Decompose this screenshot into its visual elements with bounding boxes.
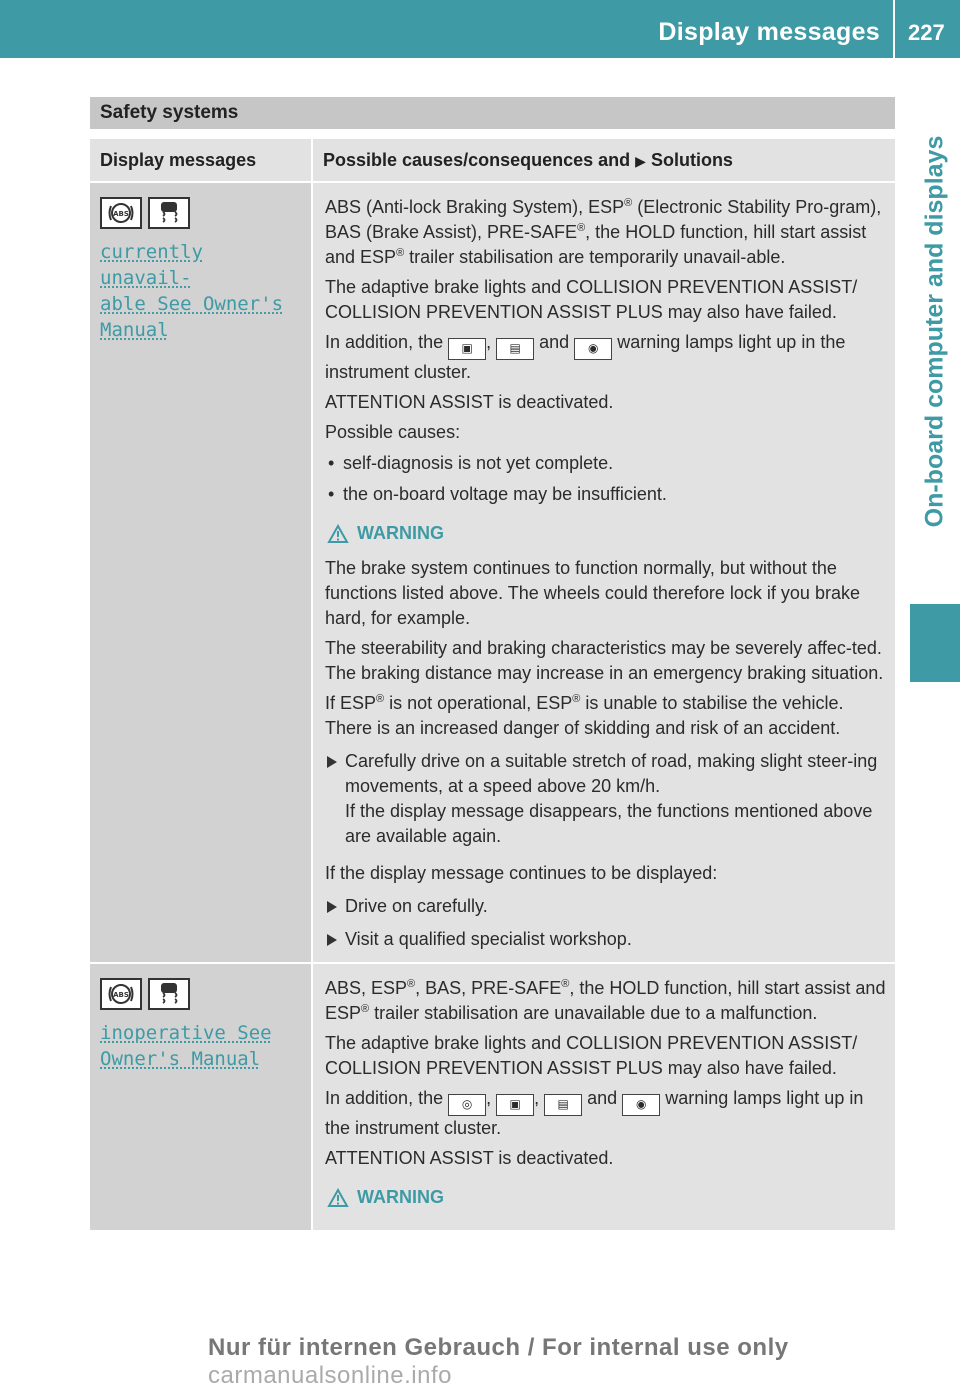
esp-skid-icon: ▣ xyxy=(496,1094,534,1116)
warning-heading xyxy=(325,1185,887,1210)
text: trailer stabilisation are unavailable due to a malfunction. xyxy=(369,1003,818,1023)
solutions-arrow-icon: ▶ xyxy=(635,153,646,169)
causes-solutions-cell xyxy=(311,183,895,962)
paragraph: The brake system continues to function normally, but without the functions listed above. The wheels could therefore lock if you brake hard, for example. xyxy=(325,558,860,628)
display-message-text: inoperative See xyxy=(100,1022,272,1044)
abs-warning-icon xyxy=(100,197,142,229)
paragraph: In addition, the ▣ , ▤ and ◉ warning lamps light up in the instrument cluster. xyxy=(325,332,846,382)
text: warning lamps light up in the instrument cluster. xyxy=(325,1088,864,1138)
text: is unable to stabilise the vehicle. There is an increased danger of skidding and risk of an accident. xyxy=(325,693,844,738)
registered-mark: ® xyxy=(561,978,570,990)
abs-warning-icon: ◉ xyxy=(574,338,612,360)
text: and xyxy=(587,1088,618,1108)
esp-skid-icon xyxy=(148,197,190,229)
esp-skid-icon xyxy=(148,978,190,1010)
paragraph: The steerability and braking characteristics may be severely affec‐ted. The braking distance may increase in an emergency braking situation. xyxy=(325,638,884,683)
paragraph: ATTENTION ASSIST is deactivated. xyxy=(325,392,614,412)
registered-mark: ® xyxy=(572,693,581,705)
text: In addition, the xyxy=(325,332,444,352)
registered-mark: ® xyxy=(376,693,385,705)
registered-mark: ® xyxy=(361,1003,370,1015)
display-message-text: Owner's Manual xyxy=(100,1048,261,1070)
registered-mark: ® xyxy=(624,197,633,209)
text: , BAS, PRE-SAFE xyxy=(415,978,562,998)
display-message-cell xyxy=(90,183,311,962)
text: is not operational, ESP xyxy=(384,693,573,713)
step-arrow-icon xyxy=(327,756,337,768)
page-header xyxy=(0,0,960,58)
paragraph: The adaptive brake lights and COLLISION PREVENTION ASSIST/ COLLISION PREVENTION ASSIST PLUS may also have failed. xyxy=(325,277,858,322)
text: ABS, ESP xyxy=(325,978,408,998)
paragraph: In addition, the ◎ , ▣ , ▤ and ◉ warning lamps light up in the instrument cluster. xyxy=(325,1088,864,1138)
paragraph xyxy=(325,691,887,741)
warning-label: WARNING xyxy=(357,523,444,543)
causes-solutions-cell xyxy=(311,964,895,1230)
warning-triangle-icon xyxy=(327,524,349,544)
section-title: Safety systems xyxy=(90,97,895,129)
footer-text: Nur für internen Gebrauch / For internal use only xyxy=(208,1334,789,1361)
paragraph xyxy=(325,195,887,270)
step-arrow-icon xyxy=(327,901,337,913)
text: Drive on carefully. xyxy=(345,896,488,916)
watermark: carmanualsonline.info xyxy=(208,1362,452,1389)
step-arrow-icon xyxy=(327,934,337,946)
text: , the HOLD function, hill start assist and ESP xyxy=(325,222,867,267)
column-header-causes-label: Possible causes/consequences and xyxy=(323,150,631,170)
text: (Electronic Stability Pro‐gram), BAS (Brake Assist), PRE-SAFE xyxy=(325,197,882,242)
column-header-messages: Display messages xyxy=(100,150,257,170)
text: , the HOLD function, hill start assist and ESP xyxy=(325,978,886,1023)
instruction-step xyxy=(325,894,887,919)
registered-mark: ® xyxy=(396,247,405,259)
display-message-text: currently unavail‐ xyxy=(100,241,203,289)
text: If the display message disappears, the functions mentioned above are available again. xyxy=(345,801,873,846)
paragraph: ATTENTION ASSIST is deactivated. xyxy=(325,1148,614,1168)
table-row xyxy=(90,964,895,1230)
warning-symbols xyxy=(100,978,301,1010)
text: Carefully drive on a suitable stretch of road, making slight steer‐ing movements, at a speed above 20 km/h. xyxy=(345,751,878,796)
paragraph: Possible causes: xyxy=(325,422,461,442)
text: and xyxy=(539,332,570,352)
abs-warning-icon: ◉ xyxy=(622,1094,660,1116)
esp-off-icon: ▤ xyxy=(496,338,534,360)
paragraph xyxy=(325,976,887,1026)
paragraph: The adaptive brake lights and COLLISION PREVENTION ASSIST/ COLLISION PREVENTION ASSIST PLUS may also have failed. xyxy=(325,1033,858,1078)
header-divider xyxy=(893,0,895,58)
table-row xyxy=(90,183,895,962)
instruction-step xyxy=(325,749,887,849)
display-message-text: able See Owner's xyxy=(100,293,284,315)
brake-warning-icon: ◎ xyxy=(448,1094,486,1116)
warning-symbols xyxy=(100,197,301,229)
text: If ESP xyxy=(325,693,377,713)
text: In addition, the xyxy=(325,1088,444,1108)
safety-systems-table xyxy=(90,97,895,1230)
text: ABS (Anti-lock Braking System), ESP xyxy=(325,197,625,217)
esp-off-icon: ▤ xyxy=(544,1094,582,1116)
warning-label: WARNING xyxy=(357,1187,444,1207)
warning-triangle-icon xyxy=(327,1188,349,1208)
display-message-text: Manual xyxy=(100,319,169,341)
registered-mark: ® xyxy=(407,978,416,990)
page-number: 227 xyxy=(908,20,945,45)
page-footer xyxy=(208,1334,960,1390)
display-message-cell xyxy=(90,964,311,1230)
table-header-row xyxy=(90,139,895,181)
registered-mark: ® xyxy=(577,222,586,234)
svg-text:ABS: ABS xyxy=(113,991,129,999)
abs-warning-icon xyxy=(100,978,142,1010)
side-tab-marker xyxy=(910,604,960,682)
svg-text:ABS: ABS xyxy=(113,210,129,218)
list-item: • the on-board voltage may be insufficient. xyxy=(325,482,887,507)
page-title: Display messages xyxy=(658,18,880,46)
paragraph: If the display message continues to be displayed: xyxy=(325,863,718,883)
column-header-causes xyxy=(311,139,895,181)
column-header-solutions-label: Solutions xyxy=(650,150,733,170)
instruction-step xyxy=(325,927,887,952)
side-tab-label: On-board computer and displays xyxy=(920,135,949,527)
text: Visit a qualified specialist workshop. xyxy=(345,929,632,949)
warning-heading xyxy=(325,521,887,546)
text: warning lamps light up in the instrument cluster. xyxy=(325,332,846,382)
side-tab xyxy=(910,58,960,604)
list-item: • self-diagnosis is not yet complete. xyxy=(325,451,887,476)
esp-skid-icon: ▣ xyxy=(448,338,486,360)
text: trailer stabilisation are temporarily unavail‐able. xyxy=(404,247,786,267)
